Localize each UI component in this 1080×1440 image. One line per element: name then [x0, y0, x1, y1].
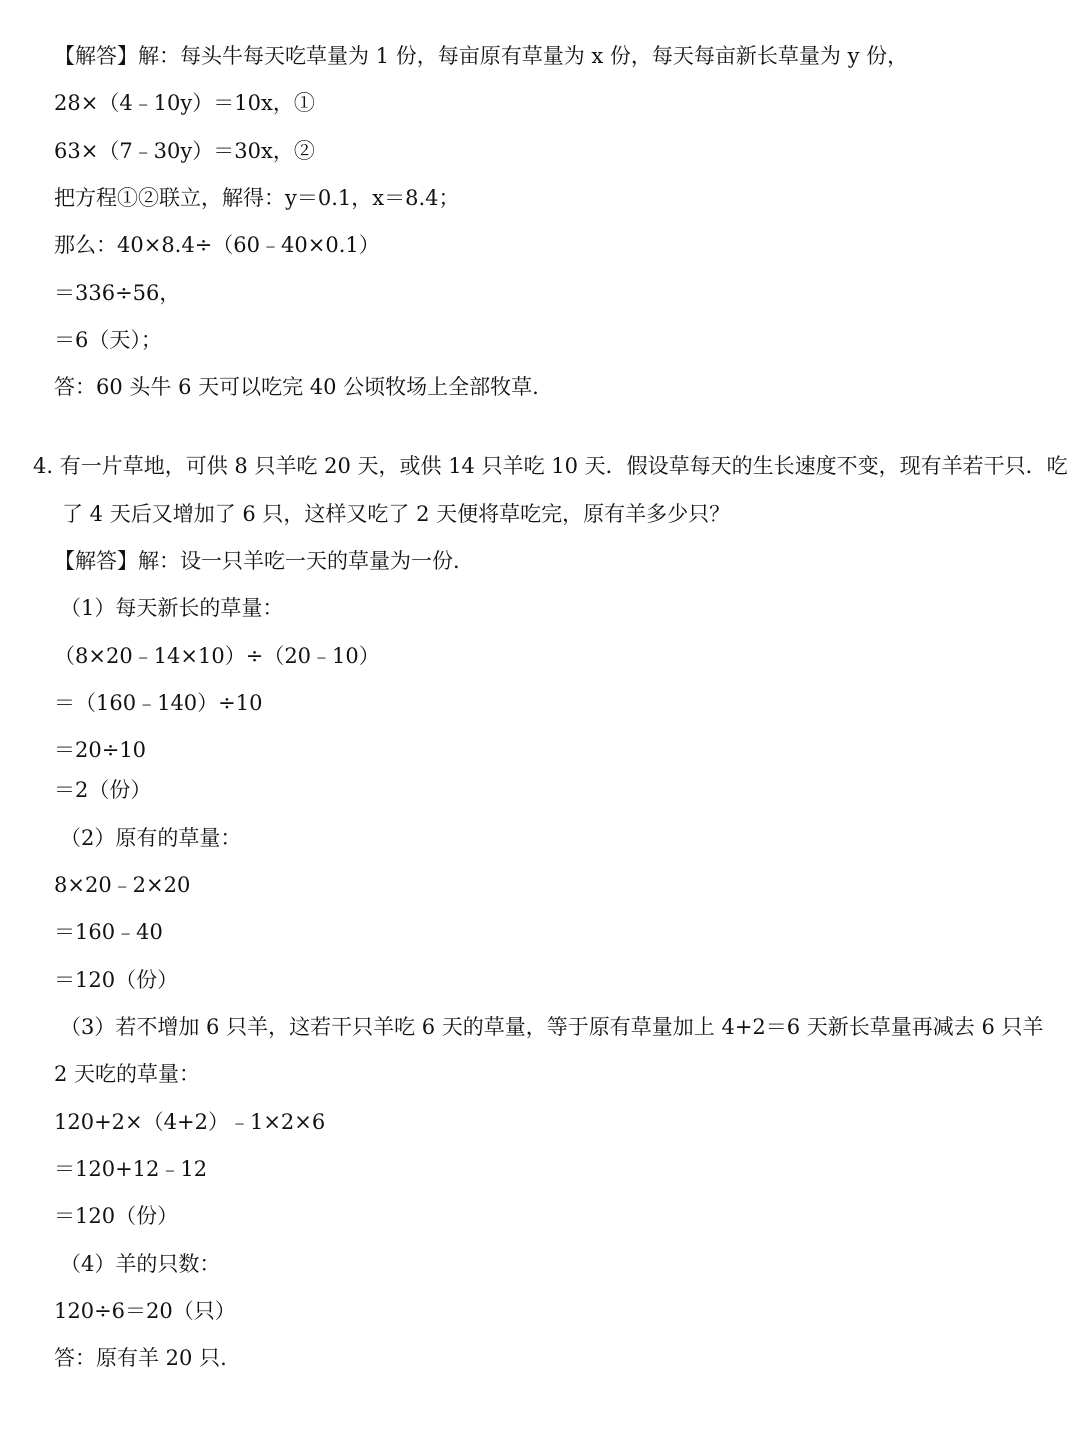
q4-step-1-calc-3: ＝20÷10 — [54, 738, 147, 762]
q4-step-3-heading: （3）若不增加 6 只羊，这若干只羊吃 6 天的草量，等于原有草量加上 4+2＝6 天新长草量再减去 6 只羊 — [60, 1015, 1044, 1039]
q4-step-1-calc-1: （8×20﹣14×10）÷（20﹣10） — [54, 644, 380, 668]
q4-step-4-calc: 120÷6＝20（只） — [54, 1299, 236, 1323]
q4-step-2-calc-1: 8×20﹣2×20 — [54, 873, 191, 897]
q4-final-answer: 答：原有羊 20 只. — [54, 1346, 227, 1370]
question-text-line-2: 了 4 天后又增加了 6 只，这样又吃了 2 天便将草吃完，原有羊多少只？ — [62, 502, 731, 526]
prev-final-answer: 答：60 头牛 6 天可以吃完 40 公顷牧场上全部牧草. — [54, 375, 539, 399]
prev-calc-step-1: 那么：40×8.4÷（60﹣40×0.1） — [54, 233, 380, 257]
q4-step-2-result: ＝120（份） — [54, 968, 179, 992]
prev-answer-header: 【解答】解：每头牛每天吃草量为 1 份，每亩原有草量为 x 份，每天每亩新长草量为 y 份， — [54, 44, 909, 68]
q4-step-3-result: ＝120（份） — [54, 1204, 179, 1228]
prev-calc-step-3: ＝6（天）； — [54, 328, 162, 352]
prev-equation-2: 63×（7﹣30y）＝30x，② — [54, 139, 315, 163]
question-4-line-1 — [33, 452, 1068, 480]
q4-step-2-heading: （2）原有的草量： — [60, 826, 242, 850]
q4-step-3-heading-cont: 2 天吃的草量： — [54, 1062, 201, 1086]
q4-step-4-heading: （4）羊的只数： — [60, 1252, 221, 1276]
q4-answer-header: 【解答】解：设一只羊吃一天的草量为一份． — [54, 549, 474, 573]
q4-step-1-heading: （1）每天新长的草量： — [60, 596, 284, 620]
prev-equation-1: 28×（4﹣10y）＝10x，① — [54, 91, 315, 115]
q4-step-1-calc-2: ＝（160﹣140）÷10 — [54, 691, 263, 715]
question-text-line-1: 有一片草地，可供 8 只羊吃 20 天，或供 14 只羊吃 10 天．假设草每天的生长速度不变，现有羊若干只．吃 — [59, 454, 1068, 478]
question-number: 4. — [33, 454, 54, 478]
q4-step-3-calc-2: ＝120+12﹣12 — [54, 1157, 208, 1181]
prev-solve-step: 把方程①②联立，解得：y＝0.1，x＝8.4； — [54, 186, 460, 210]
prev-calc-step-2: ＝336÷56， — [54, 281, 181, 305]
q4-step-1-result: ＝2（份） — [54, 778, 152, 802]
q4-step-3-calc-1: 120+2×（4+2）﹣1×2×6 — [54, 1110, 326, 1134]
q4-step-2-calc-2: ＝160﹣40 — [54, 920, 163, 944]
